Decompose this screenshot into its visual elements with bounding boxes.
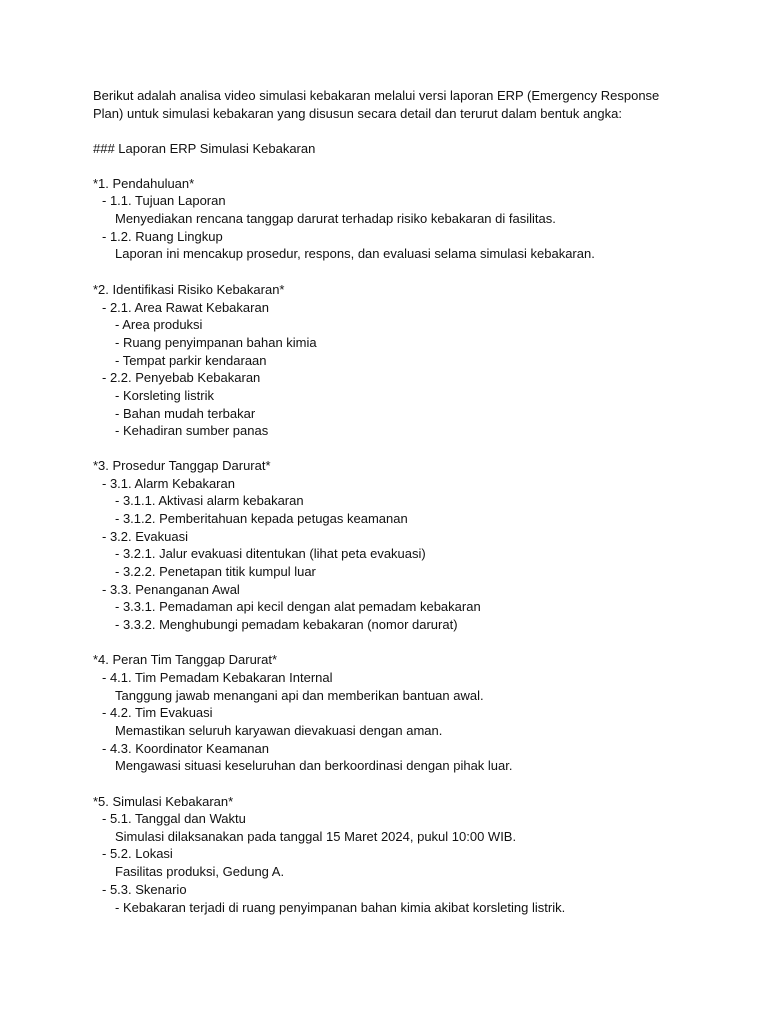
section-2-item-2-detail-3: - Kehadiran sumber panas — [115, 423, 269, 438]
section-3-item-2-label: - 3.2. Evakuasi — [102, 529, 188, 544]
intro-text-line-1: Berikut adalah analisa video simulasi kebakaran melalui versi laporan ERP (Emergency Response — [93, 88, 660, 103]
section-5-item-3-detail: - Kebakaran terjadi di ruang penyimpanan bahan kimia akibat korsleting listrik. — [115, 900, 566, 915]
section-1-item-2-detail: Laporan ini mencakup prosedur, respons, dan evaluasi selama simulasi kebakaran. — [115, 246, 595, 261]
section-2-item-1-detail-1: - Area produksi — [115, 317, 203, 332]
section-3-item-3-label: - 3.3. Penanganan Awal — [102, 582, 240, 597]
section-1-item-2-label: - 1.2. Ruang Lingkup — [102, 229, 223, 244]
section-4-item-1-detail: Tanggung jawab menangani api dan memberikan bantuan awal. — [115, 688, 484, 703]
section-4-item-1-label: - 4.1. Tim Pemadam Kebakaran Internal — [102, 670, 333, 685]
section-3-item-3-detail-1: - 3.3.1. Pemadaman api kecil dengan alat pemadam kebakaran — [115, 599, 481, 614]
section-2-item-1-label: - 2.1. Area Rawat Kebakaran — [102, 300, 269, 315]
section-4-item-2-detail: Memastikan seluruh karyawan dievakuasi dengan aman. — [115, 723, 443, 738]
section-5-item-2-label: - 5.2. Lokasi — [102, 846, 173, 861]
section-4-item-2-label: - 4.2. Tim Evakuasi — [102, 705, 213, 720]
section-1-item-1-detail: Menyediakan rencana tanggap darurat terhadap risiko kebakaran di fasilitas. — [115, 211, 556, 226]
section-2-item-2-detail-1: - Korsleting listrik — [115, 388, 214, 403]
section-3-item-1-detail-1: - 3.1.1. Aktivasi alarm kebakaran — [115, 493, 304, 508]
section-2-title: *2. Identifikasi Risiko Kebakaran* — [93, 282, 285, 297]
section-3-item-2-detail-2: - 3.2.2. Penetapan titik kumpul luar — [115, 564, 316, 579]
section-2-item-2-label: - 2.2. Penyebab Kebakaran — [102, 370, 261, 385]
section-3-item-1-detail-2: - 3.1.2. Pemberitahuan kepada petugas keamanan — [115, 511, 408, 526]
section-5-item-1-label: - 5.1. Tanggal dan Waktu — [102, 811, 246, 826]
section-4-item-3-detail: Mengawasi situasi keseluruhan dan berkoordinasi dengan pihak luar. — [115, 758, 513, 773]
section-3-title: *3. Prosedur Tanggap Darurat* — [93, 458, 271, 473]
section-2-item-2-detail-2: - Bahan mudah terbakar — [115, 406, 256, 421]
section-5-item-2-detail: Fasilitas produksi, Gedung A. — [115, 864, 285, 879]
section-3-item-2-detail-1: - 3.2.1. Jalur evakuasi ditentukan (lihat peta evakuasi) — [115, 546, 426, 561]
section-1-title: *1. Pendahuluan* — [93, 176, 195, 191]
section-5-item-3-label: - 5.3. Skenario — [102, 882, 187, 897]
section-1-item-1-label: - 1.1. Tujuan Laporan — [102, 193, 226, 208]
intro-text-line-2: Plan) untuk simulasi kebakaran yang disusun secara detail dan terurut dalam bentuk angka: — [93, 106, 622, 121]
section-5-item-1-detail: Simulasi dilaksanakan pada tanggal 15 Maret 2024, pukul 10:00 WIB. — [115, 829, 517, 844]
section-2-item-1-detail-3: - Tempat parkir kendaraan — [115, 353, 267, 368]
section-4-title: *4. Peran Tim Tanggap Darurat* — [93, 652, 278, 667]
section-3-item-3-detail-2: - 3.3.2. Menghubungi pemadam kebakaran (nomor darurat) — [115, 617, 458, 632]
report-heading: ### Laporan ERP Simulasi Kebakaran — [93, 141, 316, 156]
section-5-title: *5. Simulasi Kebakaran* — [93, 794, 234, 809]
section-3-item-1-label: - 3.1. Alarm Kebakaran — [102, 476, 235, 491]
section-2-item-1-detail-2: - Ruang penyimpanan bahan kimia — [115, 335, 317, 350]
section-4-item-3-label: - 4.3. Koordinator Keamanan — [102, 741, 269, 756]
